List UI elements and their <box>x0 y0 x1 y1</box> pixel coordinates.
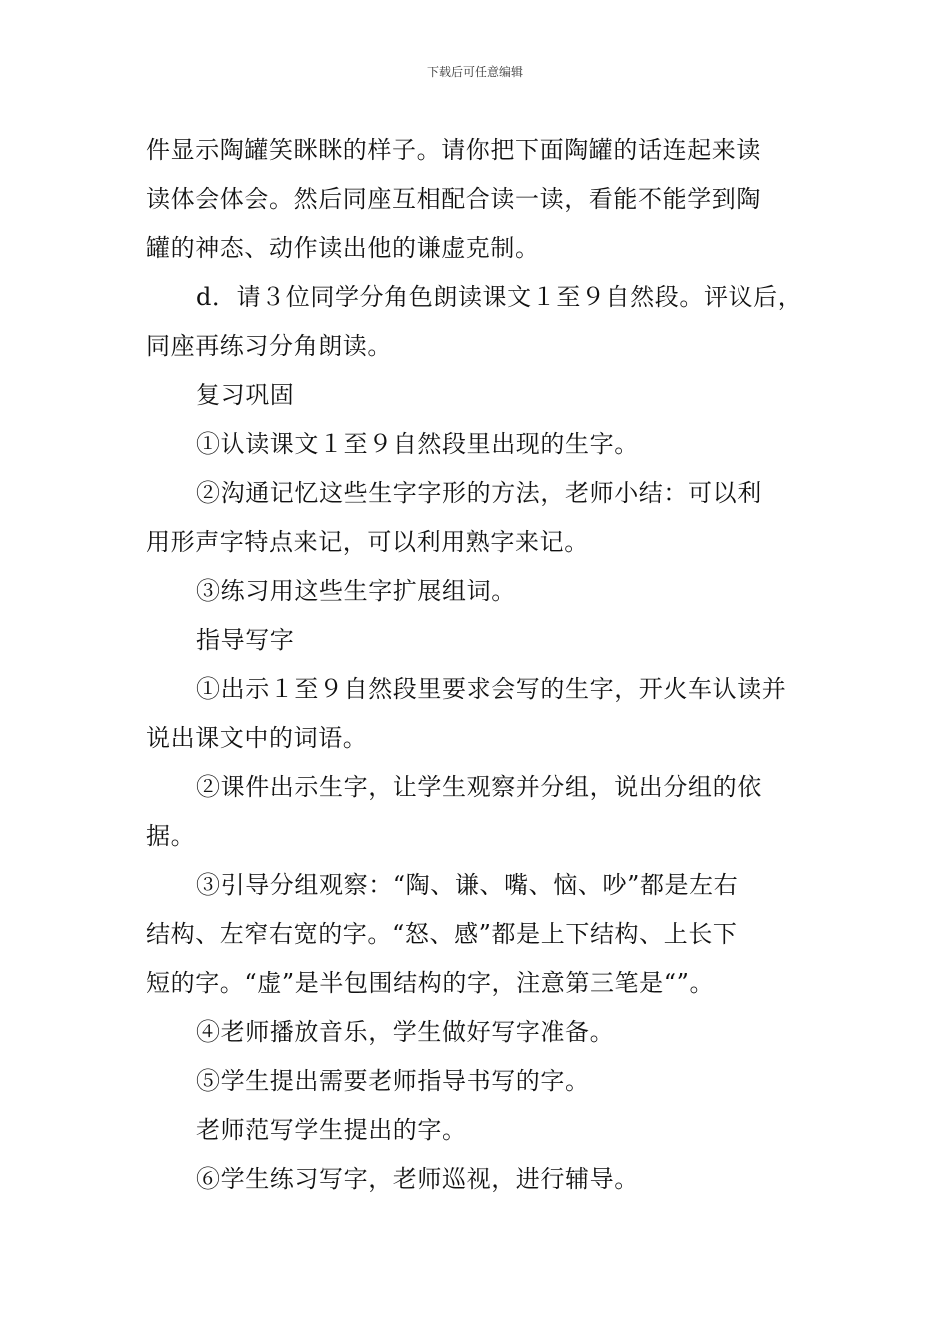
text-line: ②沟通记忆这些生字字形的方法，老师小结：可以利 <box>196 479 762 507</box>
paragraph-2 <box>146 273 810 322</box>
text-line: 罐的神态、动作读出他的谦虚克制。 <box>146 234 540 262</box>
text-line: ②课件出示生字，让学生观察并分组，说出分组的依 <box>196 773 762 801</box>
document-body <box>146 126 810 1204</box>
text-line: 短的字。“虚”是半包围结构的字，注意第三笔是“”。 <box>146 969 715 997</box>
paragraph-writing-2 <box>146 763 810 812</box>
text-line: ③练习用这些生字扩展组词。 <box>196 577 516 605</box>
text-line: 用形声字特点来记，可以利用熟字来记。 <box>146 528 589 556</box>
paragraph-review-1 <box>146 420 810 469</box>
text-line: ①认读课文１至９自然段里出现的生字。 <box>196 430 639 458</box>
text-line: 说出课文中的词语。 <box>146 724 368 752</box>
paragraph-writing-3-continued <box>146 910 810 1008</box>
text-line: ③引导分组观察：“陶、谦、嘴、恼、吵”都是左右 <box>196 871 739 899</box>
text-line: d．请３位同学分角色朗读课文１至９自然段。评议后， <box>196 283 803 311</box>
paragraph-writing-2-continued <box>146 812 810 861</box>
text-line: 结构、左窄右宽的字。“怒、感”都是上下结构、上长下 <box>146 920 738 948</box>
paragraph-writing-7 <box>146 1155 810 1204</box>
paragraph-writing-6 <box>146 1106 810 1155</box>
text-line: ①出示１至９自然段里要求会写的生字，开火车认读并 <box>196 675 787 703</box>
section-heading-review <box>146 371 810 420</box>
section-heading-writing <box>146 616 810 665</box>
paragraph-writing-4 <box>146 1008 810 1057</box>
text-line: 据。 <box>146 822 196 850</box>
text-line: 指导写字 <box>196 626 295 654</box>
text-line: ⑤学生提出需要老师指导书写的字。 <box>196 1067 590 1095</box>
paragraph-review-2 <box>146 469 810 518</box>
text-line: ④老师播放音乐，学生做好写字准备。 <box>196 1018 615 1046</box>
paragraph-1 <box>146 126 810 273</box>
text-line: 老师范写学生提出的字。 <box>196 1116 467 1144</box>
text-line: 同座再练习分角朗读。 <box>146 332 392 360</box>
page-header: 下载后可任意编辑 <box>426 65 523 79</box>
paragraph-writing-1 <box>146 665 810 714</box>
paragraph-review-3 <box>146 567 810 616</box>
text-line: 复习巩固 <box>196 381 295 409</box>
paragraph-writing-1-continued <box>146 714 810 763</box>
text-line: 件显示陶罐笑眯眯的样子。请你把下面陶罐的话连起来读 <box>146 136 761 164</box>
text-line: 读体会体会。然后同座互相配合读一读，看能不能学到陶 <box>146 185 761 213</box>
paragraph-review-2-continued <box>146 518 810 567</box>
paragraph-2-continued <box>146 322 810 371</box>
paragraph-writing-5 <box>146 1057 810 1106</box>
paragraph-writing-3 <box>146 861 810 910</box>
text-line: ⑥学生练习写字，老师巡视，进行辅导。 <box>196 1165 639 1193</box>
